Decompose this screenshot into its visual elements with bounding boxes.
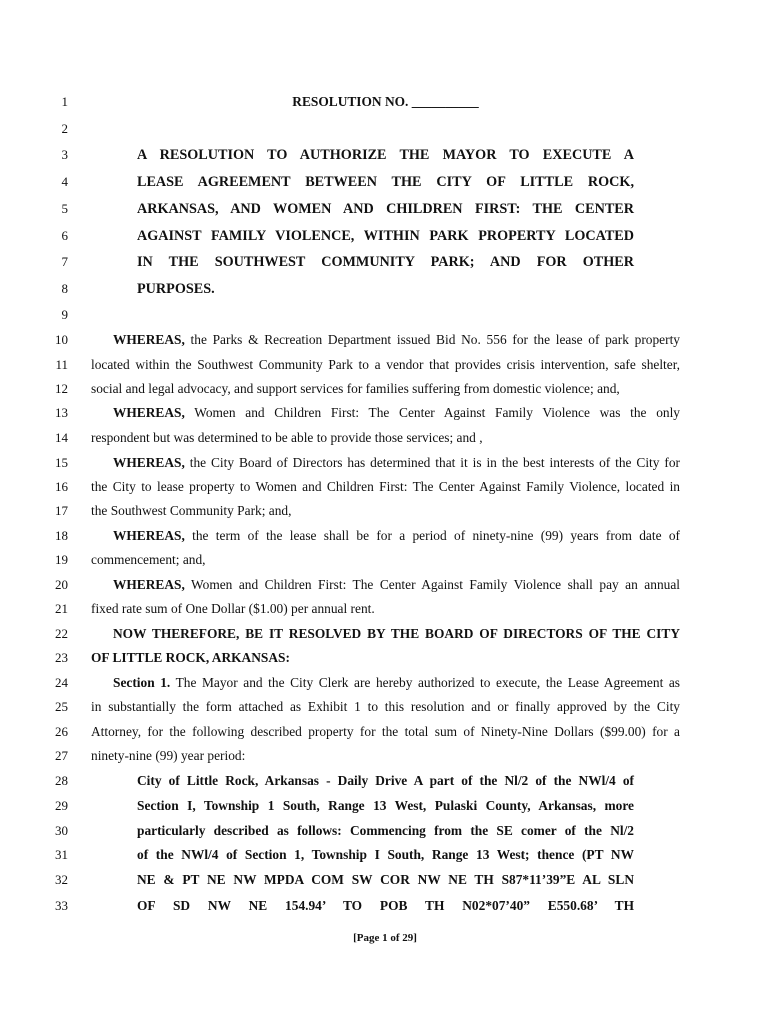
line-number: 12 (55, 381, 68, 396)
whereas-label: WHEREAS, (113, 405, 185, 420)
line-number: 16 (55, 479, 68, 494)
line-number: 10 (55, 332, 68, 347)
title-line: AGAINST FAMILY VIOLENCE, WITHIN PARK PROPERTY LOCATED (137, 228, 634, 244)
doc-line (0, 226, 770, 246)
doc-line (0, 92, 770, 112)
line-number: 2 (61, 121, 68, 136)
doc-line (0, 379, 770, 399)
doc-line (0, 722, 770, 742)
body-line: ninety-nine (99) year period: (91, 748, 246, 763)
doc-line (0, 673, 770, 693)
line-number: 15 (55, 455, 68, 470)
page-footer: [Page 1 of 29] (353, 932, 417, 944)
body-text: The Mayor and the City Clerk are hereby authorized to execute, the Lease Agreement as (170, 675, 681, 690)
doc-line (0, 199, 770, 219)
body-line: respondent but was determined to be able to provide those services; and , (91, 430, 483, 445)
doc-line (0, 845, 770, 865)
doc-line (0, 575, 770, 595)
line-number: 28 (55, 773, 68, 788)
property-description: Section I, Township 1 South, Range 13 West, Pulaski County, Arkansas, more (137, 798, 634, 813)
body-text: Women and Children First: The Center Against Family Violence was the only (184, 405, 680, 420)
doc-line (0, 279, 770, 299)
doc-line (0, 477, 770, 497)
body-line (113, 453, 680, 473)
body-line: located within the Southwest Community Park to a vendor that provides crisis intervention, safe shelter, (91, 357, 680, 372)
body-text: the Parks & Recreation Department issued Bid No. 556 for the lease of park property (184, 332, 680, 347)
body-text: the term of the lease shall be for a period of ninety-nine (99) years from date of (184, 528, 680, 543)
line-number: 4 (61, 174, 68, 189)
line-number: 8 (61, 281, 68, 296)
doc-line (0, 305, 770, 325)
body-line: the Southwest Community Park; and, (91, 503, 292, 518)
whereas-label: WHEREAS, (113, 455, 185, 470)
doc-line (0, 771, 770, 791)
body-line (113, 403, 680, 423)
line-number: 5 (61, 201, 68, 216)
body-line (113, 673, 680, 693)
line-number: 26 (55, 724, 68, 739)
body-line (113, 526, 680, 546)
whereas-label: WHEREAS, (113, 332, 185, 347)
line-number: 30 (55, 823, 68, 838)
line-number: 6 (61, 228, 68, 243)
title-line: ARKANSAS, AND WOMEN AND CHILDREN FIRST: THE CENTER (137, 201, 634, 217)
doc-line (0, 252, 770, 272)
body-line: social and legal advocacy, and support services for families suffering from domestic violence; and, (91, 381, 620, 396)
doc-line (0, 550, 770, 570)
doc-line (0, 428, 770, 448)
doc-line (0, 119, 770, 139)
body-text: the City Board of Directors has determined that it is in the best interests of the City for (184, 455, 680, 470)
line-number: 32 (55, 872, 68, 887)
doc-line (0, 697, 770, 717)
property-description: of the NWl/4 of Section 1, Township I South, Range 13 West; thence (PT NW (137, 847, 634, 862)
body-line (113, 330, 680, 350)
line-number: 3 (61, 147, 68, 162)
line-number: 23 (55, 650, 68, 665)
doc-line (0, 648, 770, 668)
doc-line (0, 796, 770, 816)
line-number: 24 (55, 675, 68, 690)
line-number: 29 (55, 798, 68, 813)
body-line: commencement; and, (91, 552, 206, 567)
line-number: 33 (55, 898, 68, 913)
whereas-label: WHEREAS, (113, 577, 185, 592)
doc-line (0, 403, 770, 423)
doc-line (0, 172, 770, 192)
title-line: A RESOLUTION TO AUTHORIZE THE MAYOR TO EXECUTE A (137, 147, 634, 163)
property-description: City of Little Rock, Arkansas - Daily Drive A part of the Nl/2 of the NWl/4 of (137, 773, 634, 788)
line-number: 9 (61, 307, 68, 322)
section-label: Section 1. (113, 675, 171, 690)
line-number: 22 (55, 626, 68, 641)
body-line: Attorney, for the following described property for the total sum of Ninety-Nine Dollars ($99.00) for a (91, 724, 680, 739)
doc-line (0, 599, 770, 619)
line-number: 14 (55, 430, 68, 445)
line-number: 27 (55, 748, 68, 763)
doc-line (0, 145, 770, 165)
doc-line (0, 870, 770, 890)
doc-line (0, 896, 770, 916)
line-number: 25 (55, 699, 68, 714)
doc-line (0, 746, 770, 766)
line-number: 31 (55, 847, 68, 862)
property-description: NE & PT NE NW MPDA COM SW COR NW NE TH S87*11’39”E AL SLN (137, 872, 634, 887)
line-number: 19 (55, 552, 68, 567)
line-number: 20 (55, 577, 68, 592)
line-number: 17 (55, 503, 68, 518)
resolved-clause: NOW THEREFORE, BE IT RESOLVED BY THE BOARD OF DIRECTORS OF THE CITY (113, 626, 680, 641)
doc-line (0, 624, 770, 644)
doc-line (0, 453, 770, 473)
body-text: Women and Children First: The Center Against Family Violence shall pay an annual (184, 577, 680, 592)
resolution-number: RESOLUTION NO. __________ (292, 94, 479, 109)
resolved-clause: OF LITTLE ROCK, ARKANSAS: (91, 650, 290, 665)
doc-line (0, 821, 770, 841)
doc-line (0, 526, 770, 546)
title-line: PURPOSES. (137, 281, 215, 297)
line-number: 21 (55, 601, 68, 616)
line-number: 11 (55, 357, 68, 372)
title-line: IN THE SOUTHWEST COMMUNITY PARK; AND FOR OTHER (137, 254, 634, 270)
line-number: 7 (61, 254, 68, 269)
body-line: in substantially the form attached as Exhibit 1 to this resolution and or finally approved by the City (91, 699, 680, 714)
property-description: particularly described as follows: Commencing from the SE comer of the Nl/2 (137, 823, 634, 838)
line-number: 18 (55, 528, 68, 543)
body-line (113, 575, 680, 595)
property-description: OF SD NW NE 154.94’ TO POB TH N02*07’40” E550.68’ TH (137, 898, 634, 913)
body-line: fixed rate sum of One Dollar ($1.00) per annual rent. (91, 601, 375, 616)
doc-line (0, 355, 770, 375)
body-line: the City to lease property to Women and Children First: The Center Against Family Violence, located in (91, 479, 680, 494)
line-number: 13 (55, 405, 68, 420)
line-number: 1 (61, 94, 68, 109)
doc-line (0, 501, 770, 521)
title-line: LEASE AGREEMENT BETWEEN THE CITY OF LITTLE ROCK, (137, 174, 634, 190)
doc-line (0, 330, 770, 350)
whereas-label: WHEREAS, (113, 528, 185, 543)
